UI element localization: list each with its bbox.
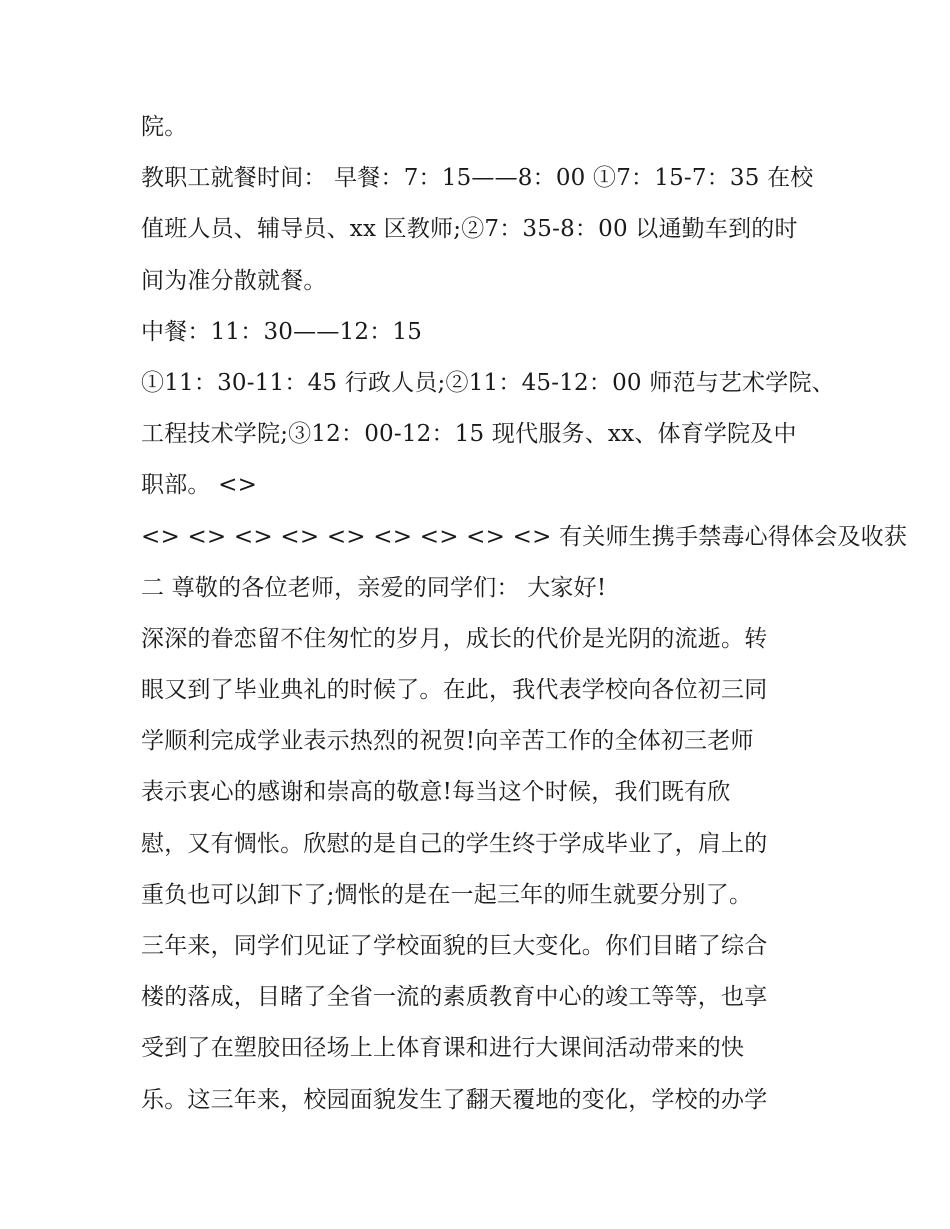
text-line: 表示衷心的感谢和崇高的敬意!每当这个时候，我们既有欣 <box>141 779 731 806</box>
text-line: 受到了在塑胶田径场上上体育课和进行大课间活动带来的快 <box>141 1035 745 1062</box>
text-line: 眼又到了毕业典礼的时候了。在此，我代表学校向各位初三同 <box>141 677 768 704</box>
text-line: 职部。 <> <box>141 472 258 499</box>
text-line: 三年来，同学们见证了学校面貌的巨大变化。你们目睹了综合 <box>141 933 768 959</box>
text-line: 深深的眷恋留不住匆忙的岁月，成长的代价是光阴的流逝。转 <box>141 625 768 652</box>
text-line: <> <> <> <> <> <> <> <> <> 有关师生携手禁毒心得体会及收获 <box>141 523 908 550</box>
text-line: 工程技术学院;③12：00-12：15 现代服务、xx、体育学院及中 <box>141 421 797 448</box>
text-line: 中餐：11：30——12：15 <box>141 318 423 345</box>
text-line: 间为准分散就餐。 <box>141 267 327 294</box>
text-line: 二 尊敬的各位老师，亲爱的同学们： 大家好! <box>141 574 607 601</box>
document-body <box>141 108 908 1132</box>
text-line: ①11：30-11：45 行政人员;②11：45-12：00 师范与艺术学院、 <box>141 369 835 396</box>
text-line: 学顺利完成学业表示热烈的祝贺!向辛苦工作的全体初三老师 <box>141 728 754 755</box>
text-line: 值班人员、辅导员、xx 区教师;②7：35-8：00 以通勤车到的时 <box>141 216 798 243</box>
text-line: 楼的落成，目睹了全省一流的素质教育中心的竣工等等，也享 <box>141 984 768 1011</box>
text-line: 院。 <box>141 114 188 140</box>
text-line: 教职工就餐时间： 早餐：7：15——8：00 ①7：15-7：35 在校 <box>141 165 814 192</box>
text-line: 慰，又有惆怅。欣慰的是自己的学生终于学成毕业了，肩上的 <box>141 830 768 857</box>
text-line: 乐。这三年来，校园面貌发生了翻天覆地的变化，学校的办学 <box>141 1086 768 1113</box>
text-line: 重负也可以卸下了;惆怅的是在一起三年的师生就要分别了。 <box>141 881 753 908</box>
